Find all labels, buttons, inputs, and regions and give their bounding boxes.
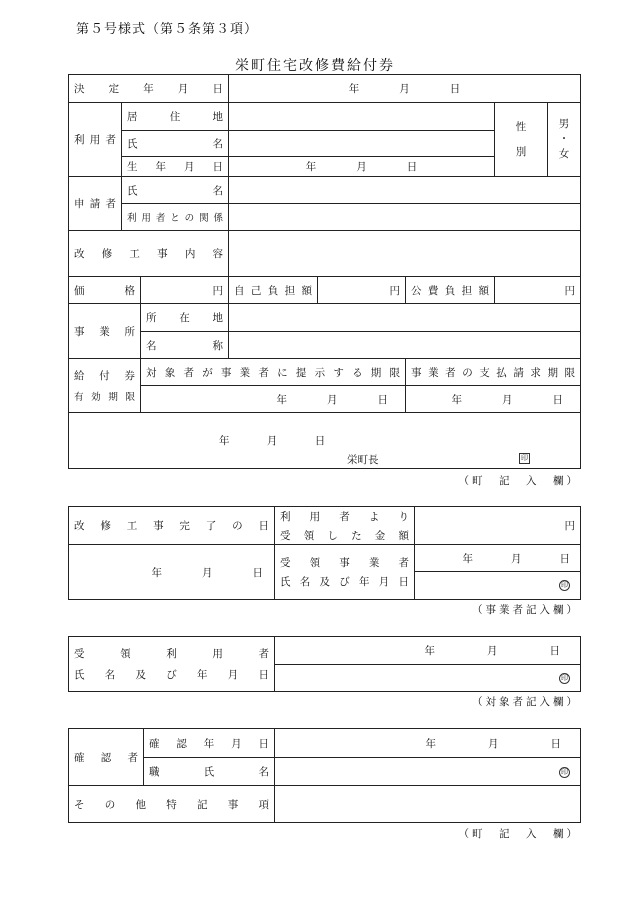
receipt-table — [68, 636, 581, 692]
issue-block[interactable]: 年 月 日 栄町長 印 — [69, 413, 581, 469]
applicant-name-label: 氏名 — [122, 177, 229, 204]
business-note: （事業者記入欄） — [472, 604, 580, 616]
office-label: 事業所 — [69, 304, 141, 359]
decision-date-field[interactable]: 年 月 日 — [229, 75, 581, 103]
office-name-field[interactable] — [229, 332, 581, 359]
price-field[interactable]: 円 — [141, 277, 229, 304]
user-seal-icon: 印 — [561, 673, 568, 682]
confirm-date-field[interactable]: 年 月 日 — [275, 729, 581, 758]
receiver-user-label: 受領利用者 氏名及び年月日 — [69, 637, 275, 692]
residence-field[interactable] — [229, 103, 495, 131]
business-seal-icon: 印 — [561, 581, 568, 589]
voucher-label: 給付券 有効期限 — [69, 359, 141, 413]
relation-field[interactable] — [229, 204, 581, 231]
receiver-user-field[interactable]: 年 月 日 印 — [275, 637, 581, 692]
user-name-label: 氏名 — [122, 131, 229, 157]
completion-date-label: 改修工事完了の日 — [69, 507, 275, 545]
user-note: （対象者記入欄） — [472, 696, 580, 708]
other-notes-field[interactable] — [275, 786, 581, 823]
decision-date-label: 決 定 年 月 日 — [69, 75, 229, 103]
work-content-label: 改修工事内容 — [69, 231, 229, 277]
received-amount-label: 利用者より 受領した金額 — [275, 507, 415, 545]
self-pay-field[interactable]: 円 — [318, 277, 406, 304]
confirmer-label: 確認者 — [69, 729, 144, 786]
receiver-business-label: 受領事業者 氏名及び年月日 — [275, 545, 415, 600]
self-pay-label: 自己負担額 — [229, 277, 318, 304]
position-name-label: 職氏名 — [144, 758, 275, 786]
public-pay-field[interactable]: 円 — [495, 277, 581, 304]
deadline-claim-field[interactable]: 年 月 日 — [406, 386, 581, 413]
office-address-label: 所在地 — [141, 304, 229, 332]
applicant-label: 申請者 — [69, 177, 122, 231]
town-note-1: （町 記 入 欄） — [458, 475, 580, 487]
mayor-label: 栄町長 — [347, 454, 379, 466]
price-label: 価格 — [69, 277, 141, 304]
confirm-date-label: 確認年月日 — [144, 729, 275, 758]
birthdate-field[interactable]: 年 月 日 — [229, 157, 495, 177]
gender-field[interactable]: 男 ・ 女 — [548, 103, 581, 177]
other-notes-label: その他特記事項 — [69, 786, 275, 823]
birthdate-label: 生年月日 — [122, 157, 229, 177]
main-form-table — [68, 74, 581, 469]
received-amount-field[interactable]: 円 — [415, 507, 581, 545]
completion-table — [68, 506, 581, 600]
deadline-claim-label: 事業者の支払請求期限 — [406, 359, 581, 386]
form-number: 第５号様式（第５条第３項） — [76, 22, 259, 37]
deadline-present-label: 対象者が事業者に提示する期限 — [141, 359, 406, 386]
public-pay-label: 公費負担額 — [406, 277, 495, 304]
receiver-business-field[interactable]: 年 月 日 印 — [415, 545, 581, 600]
office-name-label: 名称 — [141, 332, 229, 359]
residence-label: 居住地 — [122, 103, 229, 131]
town-note-2: （町 記 入 欄） — [458, 828, 580, 840]
applicant-name-field[interactable] — [229, 177, 581, 204]
gender-label: 性 別 — [495, 103, 548, 177]
office-address-field[interactable] — [229, 304, 581, 332]
form-title: 栄町住宅改修費給付券 — [235, 58, 395, 74]
work-content-field[interactable] — [229, 231, 581, 277]
completion-date-field[interactable]: 年 月 日 — [69, 545, 275, 600]
mayor-seal-icon: 印 — [521, 454, 528, 462]
user-label: 利用者 — [69, 103, 122, 177]
confirmer-seal-icon: 印 — [561, 768, 568, 776]
relation-label: 利用者との関係 — [122, 204, 229, 231]
confirm-table — [68, 728, 581, 823]
position-name-field[interactable] — [275, 758, 581, 786]
deadline-present-field[interactable]: 年 月 日 — [141, 386, 406, 413]
user-name-field[interactable] — [229, 131, 495, 157]
